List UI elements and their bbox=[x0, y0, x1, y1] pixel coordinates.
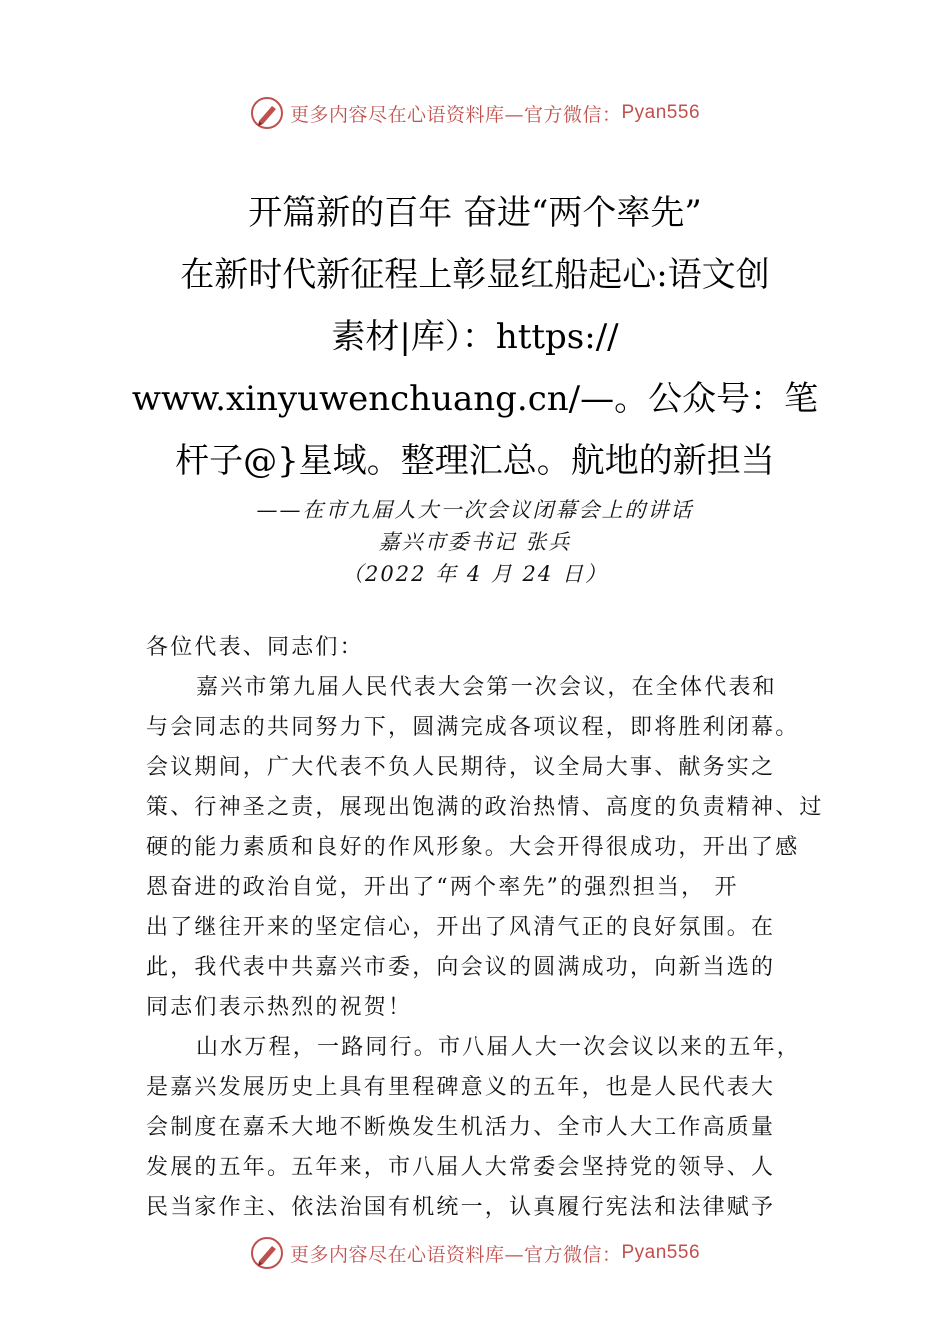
text-line: 会制度在嘉禾大地不断焕发生机活力、全市人大工作高质量 bbox=[146, 1115, 776, 1140]
text-line: 此，我代表中共嘉兴市委，向会议的圆满成功，向新当选的 bbox=[146, 955, 776, 980]
title-line: 杆子@}星域。整理汇总。航地的新担当 bbox=[175, 441, 775, 481]
paragraph-2 bbox=[146, 1028, 816, 1228]
text-line: 策、行神圣之责，展现出饱满的政治热情、高度的负责精神、过 bbox=[146, 795, 824, 820]
title-line: www.xinyuwenchuang.cn/—。公众号：笔 bbox=[131, 379, 819, 419]
text-line: 恩奋进的政治自觉，开出了“两个率先”的强烈担当， 开 bbox=[146, 875, 739, 900]
text-line: 山水万程，一路同行。市八届人大一次会议以来的五年， bbox=[196, 1035, 802, 1060]
text-line: 是嘉兴发展历史上具有里程碑意义的五年，也是人民代表大 bbox=[146, 1075, 776, 1100]
title-line: 开篇新的百年 奋进“两个率先” bbox=[248, 193, 702, 233]
watermark-text: 更多内容尽在心语资料库—官方微信： bbox=[289, 103, 622, 126]
speech-subtitle bbox=[60, 494, 890, 590]
text-line: 会议期间，广大代表不负人民期待，议全局大事、献务实之 bbox=[146, 755, 776, 780]
speech-occasion: ——在市九届人大一次会议闭幕会上的讲话 bbox=[256, 498, 694, 522]
text-line: 嘉兴市第九届人民代表大会第一次会议，在全体代表和 bbox=[196, 675, 777, 700]
text-line: 硬的能力素质和良好的作风形象。大会开得很成功，开出了感 bbox=[146, 835, 800, 860]
pen-logo-icon bbox=[250, 1236, 284, 1270]
document-title bbox=[60, 182, 890, 492]
text-line: 出了继往开来的坚定信心，开出了风清气正的良好氛围。在 bbox=[146, 915, 776, 940]
document-body bbox=[146, 628, 824, 1228]
pen-logo-icon bbox=[250, 96, 284, 130]
speech-date: （2022 年 4 月 24 日） bbox=[342, 562, 608, 586]
salutation: 各位代表、同志们： bbox=[146, 635, 364, 660]
watermark-id: Pyan556 bbox=[621, 1242, 701, 1263]
speaker-name: 嘉兴市委书记 张兵 bbox=[378, 530, 572, 554]
watermark-top bbox=[0, 96, 950, 130]
title-line: 素材|库）：https:// bbox=[331, 317, 619, 357]
text-line: 与会同志的共同努力下，圆满完成各项议程，即将胜利闭幕。 bbox=[146, 715, 800, 740]
text-line: 同志们表示热烈的祝贺！ bbox=[146, 995, 413, 1020]
paragraph-1 bbox=[146, 668, 824, 1028]
text-line: 发展的五年。五年来，市八届人大常委会坚持党的领导、人 bbox=[146, 1155, 776, 1180]
text-line: 民当家作主、依法治国有机统一，认真履行宪法和法律赋予 bbox=[146, 1195, 776, 1220]
watermark-id: Pyan556 bbox=[621, 102, 701, 123]
title-line: 在新时代新征程上彰显红船起心:语文创 bbox=[180, 255, 770, 295]
watermark-bottom bbox=[0, 1236, 950, 1270]
watermark-text: 更多内容尽在心语资料库—官方微信： bbox=[289, 1243, 622, 1266]
